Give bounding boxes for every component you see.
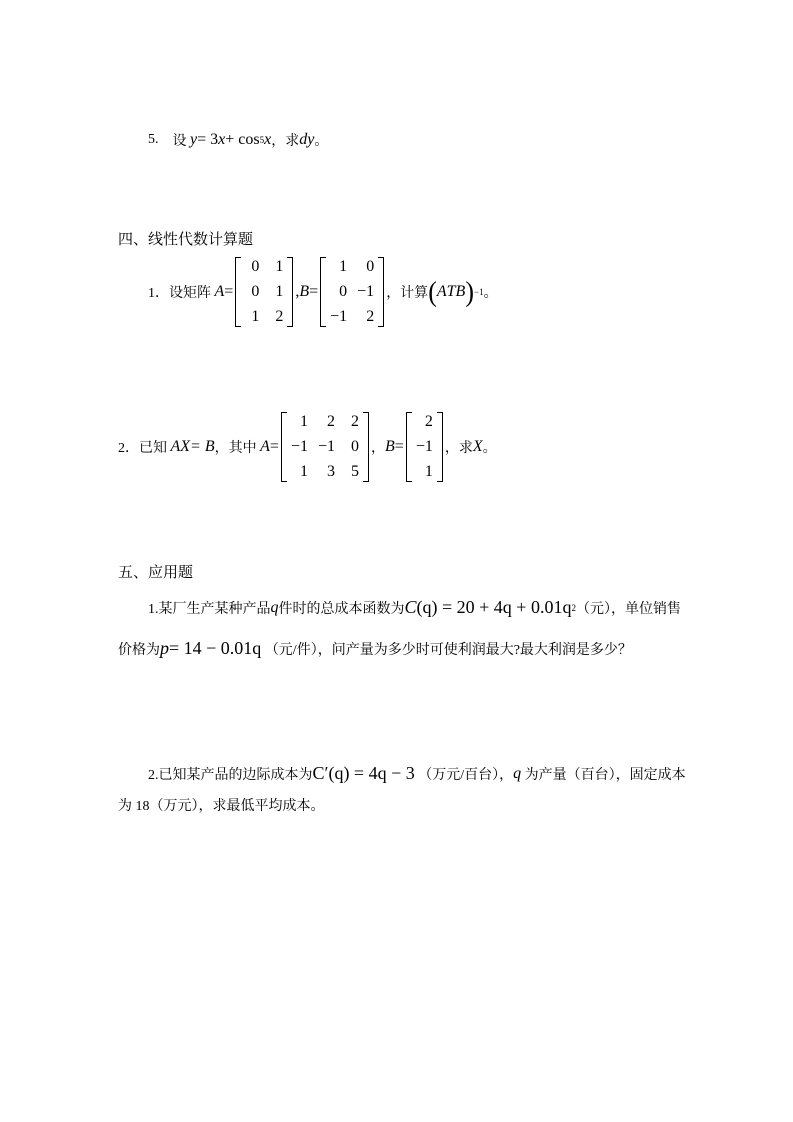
math: =	[394, 438, 404, 455]
la-question-2	[118, 411, 497, 483]
bracket-corner	[320, 326, 326, 327]
matrix-cell: 2	[275, 308, 284, 325]
matrix-cell: 1	[424, 463, 433, 480]
text: 为产量（百台），固定成本	[524, 767, 686, 783]
paren: (	[428, 275, 437, 308]
matrix-cell: 1	[275, 258, 284, 275]
matrix-cell: −1	[330, 308, 348, 325]
math: (q) = 20 + 4q + 0.01q	[416, 597, 572, 617]
text: ，	[371, 441, 385, 456]
math: + cos	[225, 131, 260, 148]
matrix-cell: 0	[351, 438, 359, 455]
matrix-cell: 1	[299, 413, 308, 430]
math: q	[513, 764, 522, 782]
math: p	[160, 638, 169, 658]
matrix-cell: 2	[366, 308, 375, 325]
bracket-corner	[406, 412, 412, 413]
text: 。	[483, 286, 498, 301]
text: 2.已知某产品的边际成本为	[148, 767, 313, 783]
matrix-cell: 2	[327, 413, 335, 430]
la-question-1	[148, 256, 498, 328]
math: B	[455, 283, 466, 300]
math: =	[224, 283, 234, 300]
bracket-corner	[281, 412, 287, 413]
q-number: 5.	[148, 132, 159, 147]
text: （元/件），问产量为多少时可使利润最大?最大利润是多少？	[264, 642, 632, 658]
bracket-corner	[378, 326, 384, 327]
math: x	[218, 131, 226, 148]
text: ，求	[444, 441, 473, 456]
math: −1	[474, 287, 484, 297]
matrix-b	[406, 412, 443, 482]
math: 2	[571, 602, 576, 613]
math: 5	[259, 135, 265, 145]
matrix-cell: −1	[357, 283, 375, 300]
text: 。	[314, 134, 329, 149]
matrix-cell: 2	[351, 413, 359, 430]
matrix-cell: 0	[251, 258, 260, 275]
bracket-corner	[287, 326, 293, 327]
bracket-corner	[406, 481, 412, 482]
matrix-cell: −1	[415, 438, 433, 455]
math: A	[214, 283, 225, 300]
matrix-cell: −1	[290, 438, 308, 455]
matrix-cell: 0	[251, 283, 260, 300]
text: 。	[482, 441, 497, 456]
matrix-a	[281, 412, 369, 482]
text: （元），单位销售	[575, 601, 681, 617]
question-5	[148, 130, 328, 150]
math: =	[269, 438, 279, 455]
app-question-2-line-1	[148, 763, 686, 784]
math: x	[264, 131, 272, 148]
matrix-cell: 0	[366, 258, 375, 275]
bracket-corner	[281, 481, 287, 482]
matrix-cell: 1	[275, 283, 284, 300]
math: AX	[170, 438, 191, 455]
bracket-corner	[235, 326, 241, 327]
math: q	[270, 598, 279, 616]
paren: )	[465, 275, 474, 308]
bracket-corner	[437, 412, 443, 413]
app-question-1-line-1	[148, 597, 681, 618]
section-5-heading: 五、应用题	[118, 565, 194, 581]
bracket-corner	[437, 481, 443, 482]
text: 设	[172, 134, 187, 149]
text: ，其中	[214, 441, 257, 456]
matrix-a	[235, 257, 293, 327]
matrix-b	[320, 257, 384, 327]
app-question-1-line-2	[118, 638, 632, 659]
math: =	[309, 283, 319, 300]
text: 件时的总成本函数为	[278, 601, 405, 617]
text: ，求	[271, 134, 300, 149]
text: 设矩阵	[169, 286, 211, 301]
math: C	[404, 597, 417, 617]
text: 已知	[139, 441, 167, 456]
matrix-cell: −1	[317, 438, 335, 455]
math: T	[446, 283, 456, 300]
math: B	[299, 283, 310, 300]
math: dy	[299, 131, 315, 148]
matrix-cell: 2	[424, 413, 433, 430]
bracket-corner	[287, 257, 293, 258]
math: A	[436, 283, 447, 300]
matrix-cell: 1	[299, 463, 308, 480]
math: A	[260, 438, 270, 455]
math: C′(q) = 4q − 3	[312, 763, 415, 783]
bracket-corner	[235, 257, 241, 258]
bracket-corner	[378, 257, 384, 258]
math: = 14 − 0.01q	[169, 638, 262, 658]
q-number: 1．	[148, 286, 169, 301]
text: 1.某厂生产某种产品	[148, 601, 271, 617]
math: ,	[295, 283, 300, 300]
text: ，计算	[386, 286, 429, 301]
math: = 3	[197, 131, 219, 148]
app-question-2-line-2: 为 18（万元），求最低平均成本。	[118, 799, 325, 814]
text: （万元/百台），	[418, 767, 514, 783]
matrix-cell: 0	[339, 283, 348, 300]
math: y	[190, 131, 198, 148]
matrix-cell: 3	[327, 463, 335, 480]
math: = B	[190, 438, 215, 455]
bracket-corner	[320, 257, 326, 258]
matrix-cell: 1	[339, 258, 348, 275]
text: 价格为	[118, 642, 160, 658]
math: X	[472, 438, 483, 455]
bracket-corner	[363, 412, 369, 413]
q-number: 2．	[118, 441, 139, 456]
section-4-heading: 四、线性代数计算题	[118, 232, 254, 248]
matrix-cell: 1	[251, 308, 260, 325]
matrix-cell: 5	[351, 463, 359, 480]
math: B	[385, 438, 395, 455]
bracket-corner	[363, 481, 369, 482]
